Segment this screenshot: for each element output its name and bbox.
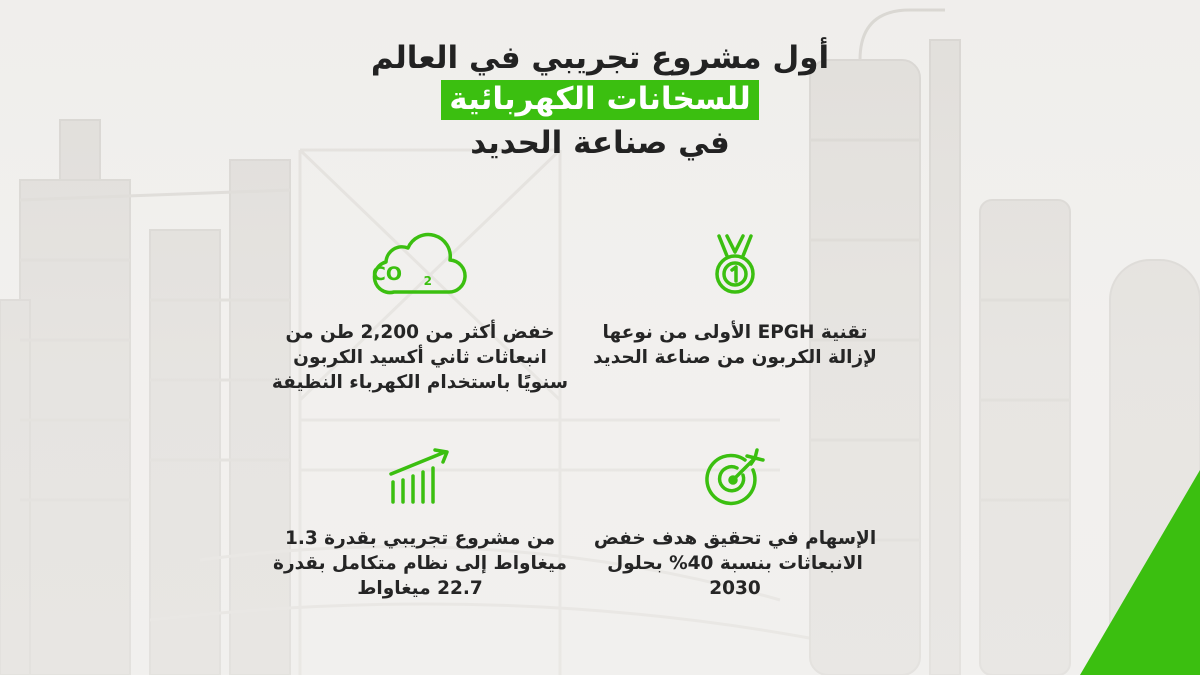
- title-line-3: في صناعة الحديد: [470, 125, 730, 161]
- co2-cloud-icon: [372, 232, 468, 298]
- feature-text-capacity: من مشروع تجريبي بقدرة 1.3 ميغاواط إلى نظام متكامل بقدرة 22.7 ميغاواط: [273, 528, 567, 599]
- title-block: [330, 38, 870, 164]
- feature-card-capacity: [270, 448, 570, 601]
- target-icon: [703, 448, 767, 508]
- feature-text-target: الإسهام في تحقيق هدف خفض الانبعاثات بنسبة 40% بحلول 2030: [593, 528, 877, 599]
- title-highlight: للسخانات الكهربائية: [441, 80, 758, 120]
- feature-card-co2: [270, 232, 570, 395]
- feature-text-epgh: تقنية EPGH الأولى من نوعها لإزالة الكربون من صناعة الحديد: [593, 322, 877, 368]
- medal-icon: [705, 232, 765, 298]
- svg-text:2: 2: [423, 274, 432, 288]
- feature-text-co2: خفض أكثر من 2,200 طن من انبعاثات ثاني أكسيد الكربون سنويًا باستخدام الكهرباء النظيفة: [271, 322, 569, 393]
- feature-card-target: [585, 448, 885, 601]
- growth-chart-icon: [387, 448, 453, 508]
- title-line-1: أول مشروع تجريبي في العالم: [370, 40, 830, 76]
- feature-card-epgh: [585, 232, 885, 370]
- svg-text:CO: CO: [372, 263, 402, 285]
